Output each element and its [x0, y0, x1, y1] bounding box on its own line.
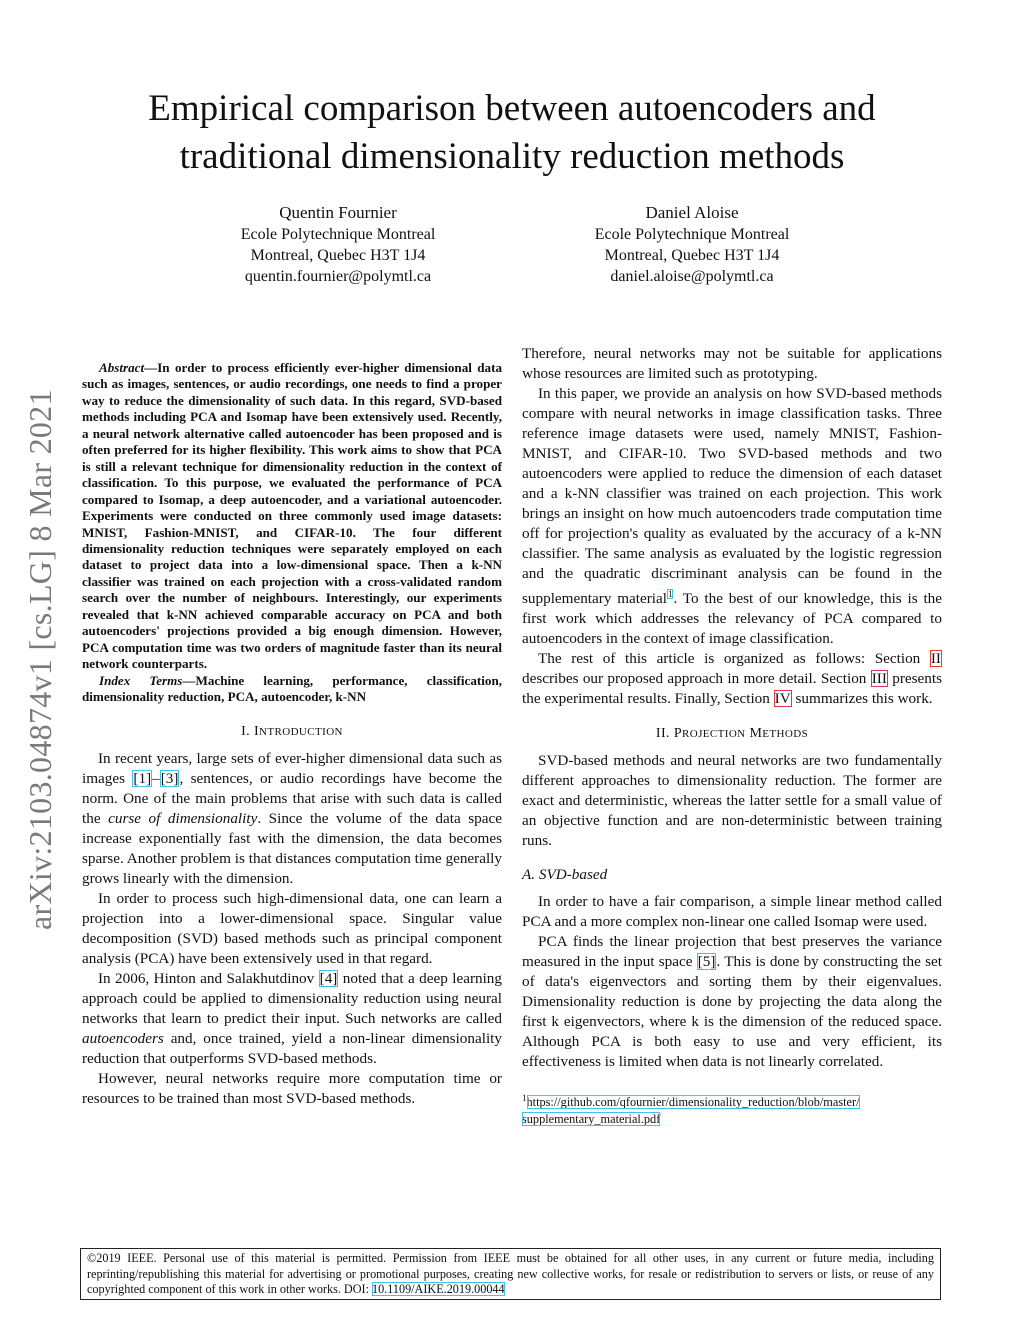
- section-link[interactable]: III: [871, 670, 887, 688]
- text-span: and, once trained, yield a non-linear dimensionality reduction that outperforms SVD-based methods.: [82, 1029, 502, 1067]
- intro-paragraph-2: In order to process such high-dimensional data, one can learn a projection into a lower-dimensional space. Singular value decomposition (SVD) based methods such as principal component analysis (PCA) have been extensively used in that regard.: [82, 889, 502, 967]
- author-name: Daniel Aloise: [645, 203, 739, 222]
- text-span: summarizes this work.: [791, 690, 933, 708]
- author-email[interactable]: daniel.aloise@polymtl.ca: [610, 268, 774, 285]
- emphasis: autoencoders: [82, 1029, 164, 1047]
- author-block-2: [527, 201, 857, 287]
- abstract-text: In order to process efficiently ever-higher dimensional data such as images, sentences, or audio recordings, one needs to find a proper way to reduce the dimensionality of such data. In this regard, SVD-based methods including PCA and Isomap have been extensively used. Recently, a neural network alternative called autoencoder has been proposed and is often preferred for its higher flexibility. This work aims to show that PCA is still a relevant technique for dimensionality reduction in the context of classification. To this purpose, we evaluated the performance of PCA compared to Isomap, a deep autoencoder, and a variational autoencoder. Experiments were conducted on three commonly used image datasets: MNIST, Fashion-MNIST, and CIFAR-10. The four different dimensionality reduction techniques were separately employed on each dataset to project data into a low-dimensional space. Then a k-NN classifier was trained on each projection with a cross-validated random search over the number of neighbours. Interestingly, our experiments revealed that k-NN achieved comparable accuracy on PCA and both autoencoders' projections provided a big enough dimension. However, PCA computation time was two orders of magnitude faster than its neural network counterparts.: [82, 360, 502, 672]
- footnote-mark: 1: [522, 1093, 527, 1104]
- copyright-notice: [80, 1248, 941, 1300]
- copyright-text: ©2019 IEEE. Personal use of this material is permitted. Permission from IEEE must be obtained for all other uses, in any current or future media, including reprinting/republishing this material for advertising or promotional purposes, creating new collective works, for resale or redistribution to servers or lists, or reuse of any copyrighted component of this work in other works. DOI:: [87, 1251, 934, 1297]
- text-span: , sentences, or audio recordings have become the norm. One of the main problems that arise with such data is called the: [82, 769, 502, 827]
- paper-title: [60, 85, 964, 181]
- footnote-url-line-1[interactable]: https://github.com/qfournier/dimensionality_reduction/blob/master/: [526, 1095, 860, 1110]
- right-paragraph-0: Therefore, neural networks may not be suitable for applications whose resources are limited such as prototyping.: [522, 345, 942, 382]
- citation-link[interactable]: [4]: [319, 969, 338, 987]
- text-span: . This is done by constructing the set of data's eigenvectors and sorting them by their eigenvalues. Dimensionality reduction is done by projecting the data along the first k eigenvectors, where k is the dimension of the reduced space. Although PCA is both easy to use and very efficient, its effectiveness is limited when data is not linearly correlated.: [522, 953, 942, 1071]
- abstract-label: Abstract: [99, 360, 145, 375]
- author-block-1: [173, 201, 503, 287]
- section-link[interactable]: IV: [774, 690, 791, 708]
- citation-link[interactable]: [5]: [697, 953, 716, 971]
- text-span: –: [152, 769, 160, 787]
- text-span: In recent years, large sets of ever-higher dimensional data such as images: [82, 749, 502, 787]
- title-line-1: Empirical comparison between autoencoders and: [148, 88, 876, 129]
- text-span: PCA finds the linear projection that best preserves the variance measured in the input space: [522, 933, 942, 971]
- text-span: . Since the volume of the data space increase exponentially fast with the dimension, the data becomes sparse. Another problem is that distances computation time generally grows linearly with the dimension.: [82, 809, 502, 887]
- citation-link[interactable]: [1]: [133, 769, 152, 787]
- footnote: [522, 1090, 942, 1128]
- author-address: Montreal, Quebec H3T 1J4: [250, 247, 426, 264]
- section-number: I.: [241, 723, 251, 739]
- author-affiliation: Ecole Polytechnique Montreal: [594, 226, 790, 243]
- intro-paragraph-3: [82, 969, 502, 1069]
- section-number: II.: [655, 726, 670, 742]
- text-span: The rest of this article is organized as follows: Section: [538, 650, 930, 668]
- section-title-initial: P: [673, 726, 683, 742]
- section-title-rest: ROJECTION: [682, 728, 746, 741]
- intro-paragraph-1: [82, 749, 502, 889]
- text-span: In 2006, Hinton and Salakhutdinov: [98, 969, 319, 987]
- text-span: presents the experimental results. Finally, Section: [522, 670, 942, 708]
- subsection-heading-svd: A. SVD-based: [522, 866, 608, 884]
- section-title-initial: I: [253, 723, 260, 739]
- text-span: describes our proposed approach in more detail. Section: [522, 670, 871, 688]
- footnote-link[interactable]: 1: [667, 589, 673, 599]
- projection-paragraph-1: SVD-based methods and neural networks are two fundamentally different approaches to dimensionality reduction. The former are exact and deterministic, whereas the latter settle for a small value of an objective function and are non-deterministic between training runs.: [522, 752, 942, 850]
- section-title-initial: M: [749, 726, 763, 742]
- index-terms-text: Machine learning, performance, classification, dimensionality reduction, PCA, autoencoder, k-NN: [82, 672, 502, 705]
- text-span: noted that a deep learning approach could be applied to dimensionality reduction using neural networks that learn to predict their input. Such networks are called: [82, 969, 502, 1027]
- section-link[interactable]: II: [930, 650, 941, 668]
- emphasis: curse of dimensionality: [108, 809, 258, 827]
- intro-paragraph-4: However, neural networks require more computation time or resources to be trained than most SVD-based methods.: [82, 1069, 502, 1107]
- doi-link[interactable]: 10.1109/AIKE.2019.00044: [372, 1282, 505, 1297]
- citation-link[interactable]: [3]: [160, 769, 179, 787]
- text-span: In this paper, we provide an analysis on how SVD-based methods compare with neural networks in image classification tasks. Three reference image datasets were used, namely MNIST, Fashion-MNIST, and CIFAR-10. Two SVD-based methods and two autoencoders were applied to reduce the dimension of each dataset and a k-NN classifier was trained on each projection. This work brings an insight on how much autoencoders trade computation time off for projection's quality as evaluated by the accuracy of a k-NN classifier. The same analysis as evaluated by the logistic regression and the quadratic discriminant analysis can be found in the supplementary material: [522, 385, 942, 608]
- svd-paragraph-1: In order to have a fair comparison, a simple linear method called PCA and a more complex non-linear one called Isomap were used.: [522, 893, 942, 931]
- author-address: Montreal, Quebec H3T 1J4: [604, 247, 780, 264]
- arxiv-stamp: arXiv:2103.04874v1 [cs.LG] 8 Mar 2021: [22, 389, 58, 930]
- section-heading-introduction: [82, 722, 502, 742]
- abstract-dash: —: [144, 360, 158, 375]
- section-title-rest: NTRODUCTION: [259, 725, 343, 738]
- text-span: . To the best of our knowledge, this is the first work which addresses the relevancy of PCA compared to autoencoders in the context of image classification.: [522, 590, 942, 648]
- right-paragraph-2: [522, 649, 942, 709]
- author-affiliation: Ecole Polytechnique Montreal: [240, 226, 436, 243]
- title-line-2: traditional dimensionality reduction methods: [179, 136, 845, 177]
- section-heading-projection-methods: [522, 724, 942, 744]
- index-terms-label: Index Terms: [99, 672, 183, 688]
- footnote-url-line-2[interactable]: supplementary_material.pdf: [522, 1112, 661, 1127]
- section-title-rest: ETHODS: [762, 728, 809, 741]
- index-terms-dash: —: [182, 672, 196, 688]
- right-column: [522, 344, 942, 1128]
- author-name: Quentin Fournier: [279, 203, 397, 222]
- right-paragraph-1: [522, 384, 942, 649]
- abstract: [82, 360, 502, 706]
- author-email[interactable]: quentin.fournier@polymtl.ca: [244, 268, 432, 285]
- left-column: [82, 360, 502, 1109]
- svd-paragraph-2: [522, 932, 942, 1072]
